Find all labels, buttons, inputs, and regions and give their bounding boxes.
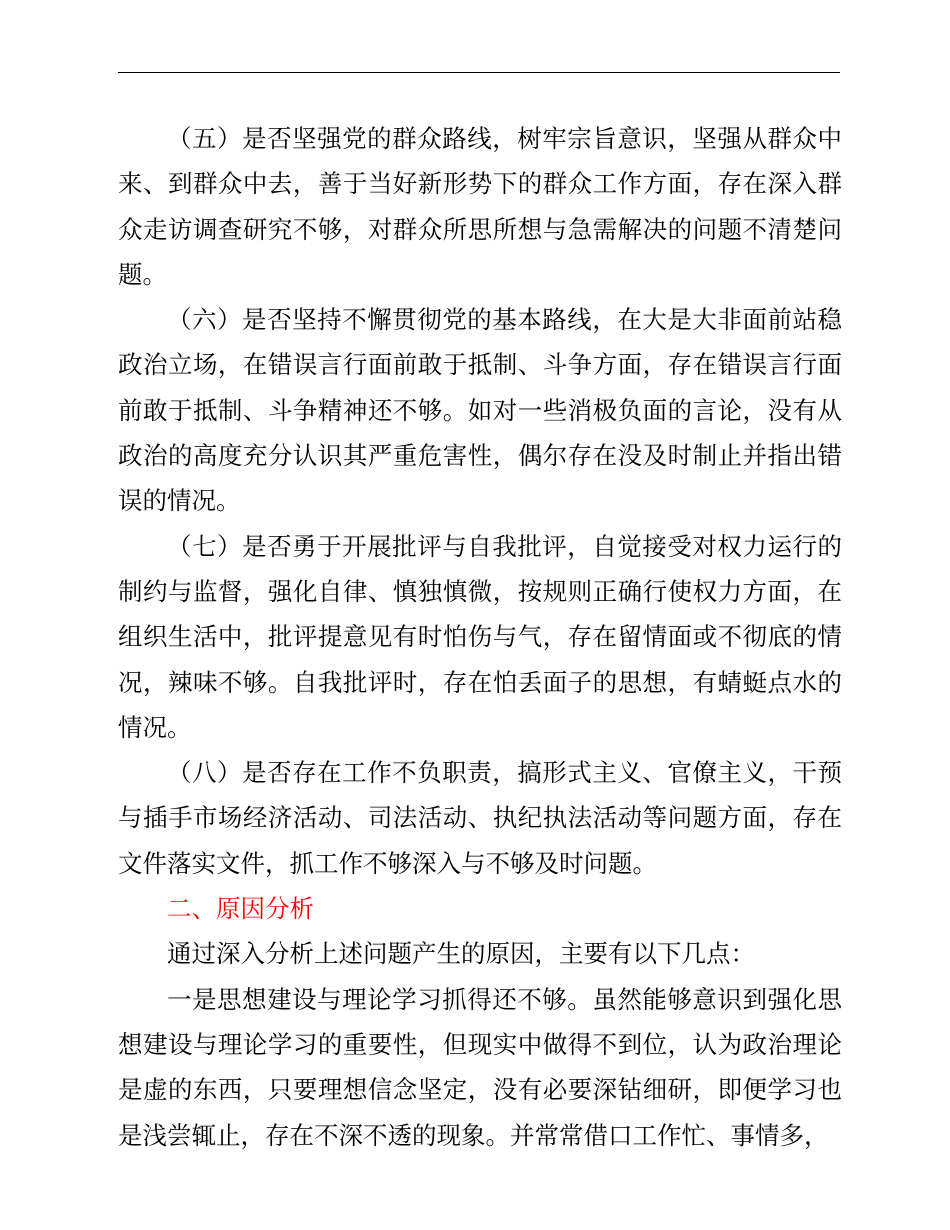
paragraph-reason-1: 一是思想建设与理论学习抓得还不够。虽然能够意识到强化思想建设与理论学习的重要性，但现实中做得不到位，认为政治理论是虚的东西，只要理想信念坚定，没有必要深钻细研，即便学习也是浅尝辄止，存在不深不透的现象。并常常借口工作忙、事情多， [118,984,842,1150]
paragraph-item-6: （六）是否坚持不懈贯彻党的基本路线，在大是大非面前站稳政治立场，在错误言行面前敢于抵制、斗争方面，存在错误言行面前敢于抵制、斗争精神还不够。如对一些消极负面的言论，没有从政治的高度充分认识其严重危害性，偶尔存在没及时制止并指出错误的情况。 [118,305,842,516]
paragraph-item-8: （八）是否存在工作不负职责，搞形式主义、官僚主义，干预与插手市场经济活动、司法活动、执纪执法活动等问题方面，存在文件落实文件，抓工作不够深入与不够及时问题。 [118,758,842,878]
section-heading-cause-analysis: 二、原因分析 [167,894,314,924]
document-body [118,116,842,1158]
paragraph-item-7: （七）是否勇于开展批评与自我批评，自觉接受对权力运行的制约与监督，强化自律、慎独慎微，按规则正确行使权力方面，在组织生活中，批评提意见有时怕伤与气，存在留情面或不彻底的情况，辣味不够。自我批评时，存在怕丢面子的思想，有蜻蜓点水的情况。 [118,531,842,742]
header-rule [118,72,840,73]
paragraph-item-5: （五）是否坚强党的群众路线，树牢宗旨意识，坚强从群众中来、到群众中去，善于当好新形势下的群众工作方面，存在深入群众走访调查研究不够，对群众所思所想与急需解决的问题不清楚问题。 [118,124,842,289]
paragraph-intro: 通过深入分析上述问题产生的原因，主要有以下几点： [167,939,755,969]
